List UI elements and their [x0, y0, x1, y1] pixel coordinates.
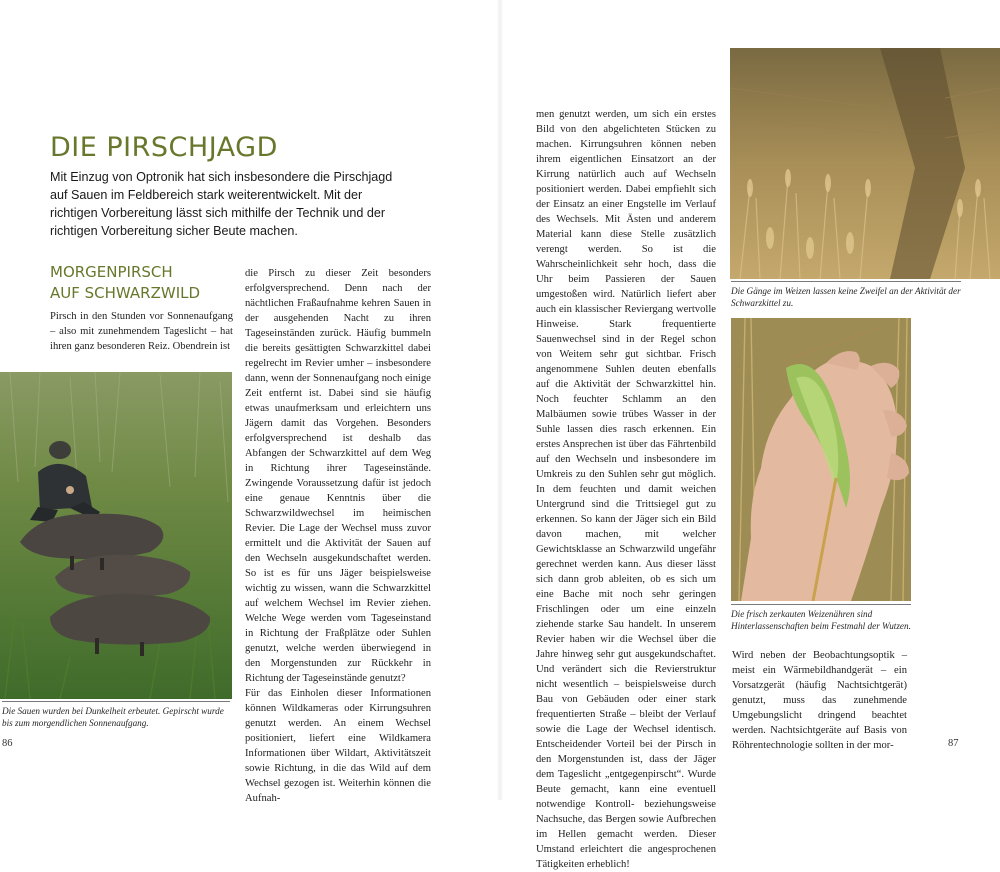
- photo-chewed-wheat: [731, 318, 911, 601]
- photo-wheat-field: [730, 48, 1000, 279]
- subtitle-line-1: MORGENPIRSCH: [50, 263, 173, 281]
- photo-hunter-with-boars-image: [0, 372, 232, 699]
- photo-hunter-with-boars: [0, 372, 232, 699]
- book-gutter: [497, 0, 503, 800]
- caption-hunter-photo: Die Sauen wurden bei Dunkelheit erbeutet. Gepirscht wurde bis zum morgendlichen Sonnenaufgang.: [2, 701, 230, 729]
- section-subtitle: [50, 262, 230, 304]
- body-column-2: [245, 266, 431, 806]
- lead-paragraph: Mit Einzug von Optronik hat sich insbesondere die Pirschjagd auf Sauen im Feldbereich stark weiterentwickelt. Mit der richtigen Vorbereitung lässt sich mithilfe der Technik und der richtigen Vorbereitung sicher Beute machen.: [50, 170, 393, 238]
- photo-wheat-field-image: [730, 48, 1000, 279]
- body-column-1: Pirsch in den Stunden vor Sonnenaufgang – also mit zunehmendem Tageslicht – hat ihren ganz besonderen Reiz. Obendrein ist: [50, 311, 233, 352]
- body-column-3: men genutzt werden, um sich ein erstes Bild von den abgelichteten Stücken zu machen. Kirrungsuhren können neben ihrem eigentlichen Einsatzort an der Kirrung natürlich auch auf Wechseln positioniert werden. Dabei empfiehlt sich der Einsatz an einer Engstelle im Verlauf des Wechsels. Mit Ästen und anderem Material kann diese Stelle zusätzlich verengt werden. So ist die Wahrscheinlichkeit sehr hoch, dass die Uhr beim Passieren der Sauen umgestoßen wird. Natürlich liefert aber auch ein klassischer Reviergang wertvolle Hinweise. Stark frequentierte Sauenwechsel sind in der Regel schon von Weitem sehr gut sichtbar. Frisch angenommene Suhlen deuten ebenfalls auf die Aktivität der Schwarzkittel hin. Noch feuchter Schlamm an den Malbäumen sowie trübes Wasser in der Suhle lassen dies rasch erkennen. Ein erstes Ansprechen ist über das Fährtenbild auf den Wechseln und insbesondere im Umkreis zu den Suhlen sehr gut möglich. In dem feuchten und damit weichen Untergrund sind die Trittsiegel gut zu erkennen. So kann der Jäger sich ein Bild davon machen, mit welcher Gewichtsklasse an Schwarzwild ungefähr gerechnet werden kann. Aus dieser lässt sich dann grob ableiten, ob es sich um eine Bache mit noch sehr geringen Frischlingen oder um eine einzeln ziehende starke Sau handelt. In unserem Revier haben wir die Wechsel über die Jahre hinweg sehr gut ausgekundschaftet. Und verändert sich die Revierstruktur nicht wesentlich – beispielsweise durch Bau von Gebäuden oder einer stark frequentierten Straße – bleibt der Verlauf sowie die Lage der Wechsel identisch. Entscheidender Vorteil bei der Pirsch in den Morgenstunden ist, dass der Jäger dem Tageslicht „entgegenpirscht“. Wurde Beute gemacht, kann eine eventuell notwendige Kontroll- beziehungsweise Nachsuche, das Bergen sowie Aufbrechen im Hellen gemacht werden. Dieser Umstand erleichtert die angesprochenen Tätigkeiten erheblich!: [536, 109, 716, 870]
- body-column-2-paragraph-1: die Pirsch zu dieser Zeit besonders erfolgversprechend. Denn nach der nächtlichen Fraßaufnahme kehren Sauen in der ausgehenden Nacht zu ihren Tageseinständen zurück. Häufig bummeln die bereits gesättigten Schwarzkittel dabei regelrecht im Revier umher – insbesondere dann, wenn der Sonnenaufgang noch einige Zeit entfernt ist. Dabei sind sie häufig etwas unaufmerksam und erleichtern uns Jägern damit das Vorgehen. Besonders erfolgversprechend ist deshalb das Abfangen der Schwarzkittel auf dem Weg in Richtung ihrer Tageseinstände. Zwingende Voraussetzung dafür ist jedoch eine genaue Kenntnis über die Schwarzwildwechsel im heimischen Revier. Die Lage der Wechsel muss zuvor ermittelt und die Aktivität der Sauen auf den Wechseln ausgekundschaftet werden. So ist es für uns Jäger beispielsweise wichtig zu wissen, wann die Schwarzkittel auf welchem Wechsel im Revier ziehen. Welche Wege werden vom Tageseinstand in Richtung der Fraßplätze oder Suhlen genutzt, welche werden überwiegend in den Morgenstunden zur Rückkehr in Richtung der Tageseinstände genutzt?: [245, 268, 431, 684]
- caption-wheat-field: Die Gänge im Weizen lassen keine Zweifel an der Aktivität der Schwarzkittel zu.: [731, 281, 961, 309]
- photo-chewed-wheat-image: [731, 318, 911, 601]
- subtitle-line-2: AUF SCHWARZWILD: [50, 284, 201, 302]
- body-column-2-paragraph-2: Für das Einholen dieser Informationen können Wildkameras oder Kirrungsuhren genutzt werden. An einem Wechsel positioniert, liefert eine Wildkamera Informationen über Wildart, Aktivitätszeit sowie Richtung, in die das Wild auf dem Wechsel gezogen ist. Weiterhin können die Aufnah-: [245, 688, 431, 804]
- caption-chewed-wheat: Die frisch zerkauten Weizenähren sind Hinterlassenschaften beim Festmahl der Wutzen.: [731, 604, 911, 632]
- chapter-title: DIE PIRSCHJAGD: [50, 132, 278, 163]
- body-column-4: Wird neben der Beobachtungsoptik – meist ein Wärmebildhandgerät – ein Vorsatzgerät (häufig Nachtsichtgerät) genutzt, muss das zunehmende Umgebungslicht dringend beachtet werden. Nachtsichtgeräte auf Basis von Röhrentechnologie sollten in der mor-: [732, 650, 907, 751]
- page-number-right: 87: [948, 738, 959, 749]
- page-number-left: 86: [2, 738, 13, 749]
